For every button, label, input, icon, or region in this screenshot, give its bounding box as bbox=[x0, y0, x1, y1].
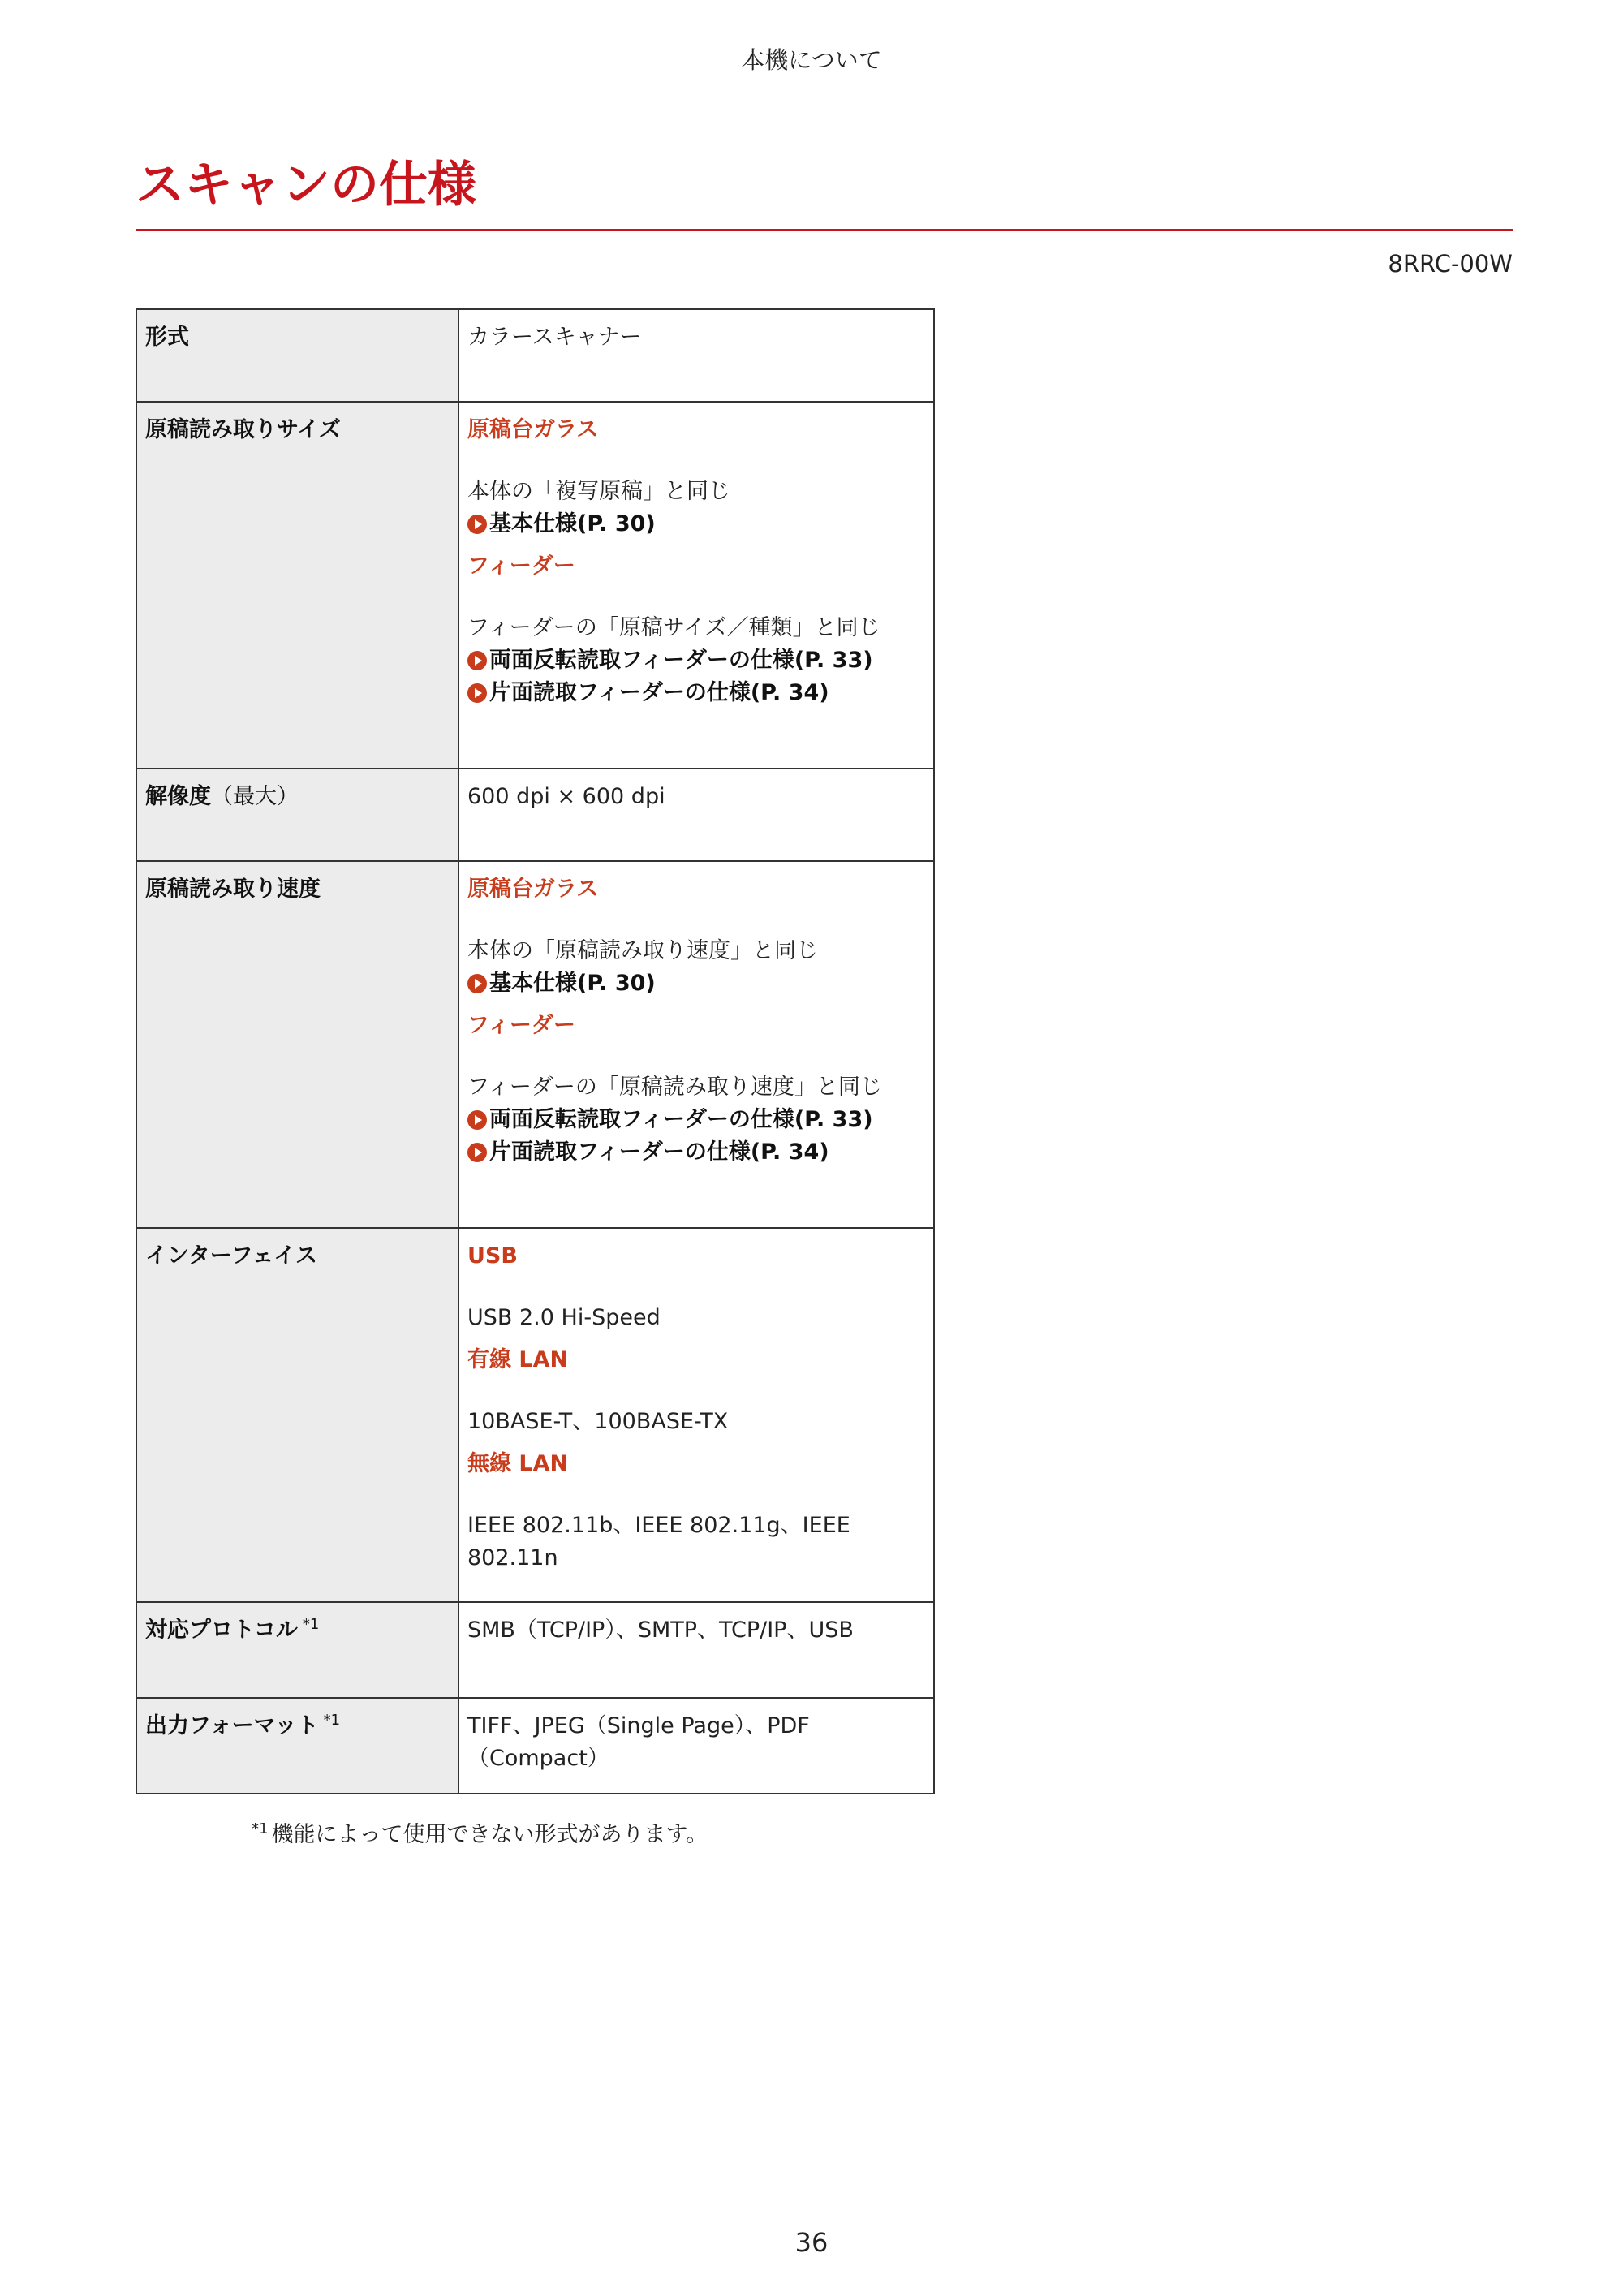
row-label-protocol bbox=[136, 1602, 458, 1698]
footnote-ref: *1 bbox=[302, 1616, 320, 1633]
arrow-circle-icon bbox=[467, 683, 487, 703]
row-value-protocol: SMB（TCP/IP）、SMTP、TCP/IP、USB bbox=[458, 1602, 934, 1698]
document-id: 8RRC-00W bbox=[1388, 250, 1513, 278]
arrow-circle-icon bbox=[467, 651, 487, 670]
row-label-output-format bbox=[136, 1698, 458, 1794]
subhead-feeder: フィーダー bbox=[467, 554, 575, 579]
output-format-label: 出力フォーマット bbox=[145, 1713, 319, 1738]
arrow-circle-icon bbox=[467, 515, 487, 534]
xref-label: 基本仕様(P. 30) bbox=[489, 511, 656, 536]
row-value-read-speed bbox=[458, 861, 934, 1228]
wired-lan-text: 10BASE-T、100BASE-TX bbox=[467, 1409, 729, 1434]
arrow-circle-icon bbox=[467, 974, 487, 993]
xref-simplex-feeder-spec[interactable] bbox=[467, 677, 925, 709]
page-number: 36 bbox=[794, 2227, 829, 2258]
table-row bbox=[136, 309, 934, 402]
table-row bbox=[136, 769, 934, 861]
row-label-read-size: 原稿読み取りサイズ bbox=[136, 402, 458, 769]
xref-duplex-feeder-spec[interactable] bbox=[467, 1104, 925, 1136]
xref-duplex-feeder-spec[interactable] bbox=[467, 644, 925, 677]
title-divider bbox=[136, 229, 1513, 231]
xref-basic-spec[interactable] bbox=[467, 508, 925, 541]
table-row bbox=[136, 402, 934, 769]
arrow-circle-icon bbox=[467, 1110, 487, 1130]
row-value-output-format: TIFF、JPEG（Single Page）、PDF（Compact） bbox=[458, 1698, 934, 1794]
table-row bbox=[136, 861, 934, 1228]
table-row bbox=[136, 1698, 934, 1794]
subhead-platen-glass: 原稿台ガラス bbox=[467, 877, 599, 902]
row-value-resolution: 600 dpi × 600 dpi bbox=[458, 769, 934, 861]
row-label-interface: インターフェイス bbox=[136, 1228, 458, 1602]
row-value-read-size bbox=[458, 402, 934, 769]
page-title: スキャンの仕様 bbox=[136, 157, 476, 213]
xref-basic-spec[interactable] bbox=[467, 967, 925, 1000]
usb-text: USB 2.0 Hi-Speed bbox=[467, 1305, 661, 1330]
resolution-label-note: （最大） bbox=[211, 784, 299, 809]
row-label-read-speed: 原稿読み取り速度 bbox=[136, 861, 458, 1228]
table-row bbox=[136, 1602, 934, 1698]
row-value-interface bbox=[458, 1228, 934, 1602]
resolution-label: 解像度 bbox=[145, 784, 211, 809]
platen-glass-text: 本体の「原稿読み取り速度」と同じ bbox=[467, 938, 818, 963]
row-value-format: カラースキャナー bbox=[458, 309, 934, 402]
xref-label: 基本仕様(P. 30) bbox=[489, 971, 656, 996]
scan-spec-table bbox=[136, 308, 935, 1794]
feeder-text: フィーダーの「原稿読み取り速度」と同じ bbox=[467, 1075, 882, 1100]
wireless-lan-text: IEEE 802.11b、IEEE 802.11g、IEEE 802.11n bbox=[467, 1513, 850, 1570]
subhead-usb: USB bbox=[467, 1243, 518, 1269]
platen-glass-text: 本体の「複写原稿」と同じ bbox=[467, 479, 730, 504]
feeder-text: フィーダーの「原稿サイズ／種類」と同じ bbox=[467, 615, 880, 640]
subhead-wired-lan: 有線 LAN bbox=[467, 1347, 569, 1372]
subhead-wireless-lan: 無線 LAN bbox=[467, 1451, 569, 1476]
footnote bbox=[252, 1816, 708, 1848]
xref-label: 両面反転読取フィーダーの仕様(P. 33) bbox=[489, 648, 873, 673]
footnote-ref: *1 bbox=[323, 1712, 341, 1729]
protocol-label: 対応プロトコル bbox=[145, 1618, 298, 1643]
row-label-resolution bbox=[136, 769, 458, 861]
row-label-format: 形式 bbox=[136, 309, 458, 402]
xref-label: 両面反転読取フィーダーの仕様(P. 33) bbox=[489, 1107, 873, 1132]
running-header: 本機について bbox=[741, 46, 882, 74]
footnote-text: 機能によって使用できない形式があります。 bbox=[271, 1822, 708, 1847]
arrow-circle-icon bbox=[467, 1143, 487, 1162]
xref-label: 片面読取フィーダーの仕様(P. 34) bbox=[489, 1139, 829, 1165]
subhead-platen-glass: 原稿台ガラス bbox=[467, 417, 599, 442]
xref-label: 片面読取フィーダーの仕様(P. 34) bbox=[489, 680, 829, 705]
table-row bbox=[136, 1228, 934, 1602]
xref-simplex-feeder-spec[interactable] bbox=[467, 1136, 925, 1169]
subhead-feeder: フィーダー bbox=[467, 1013, 575, 1038]
footnote-mark: *1 bbox=[252, 1820, 269, 1837]
